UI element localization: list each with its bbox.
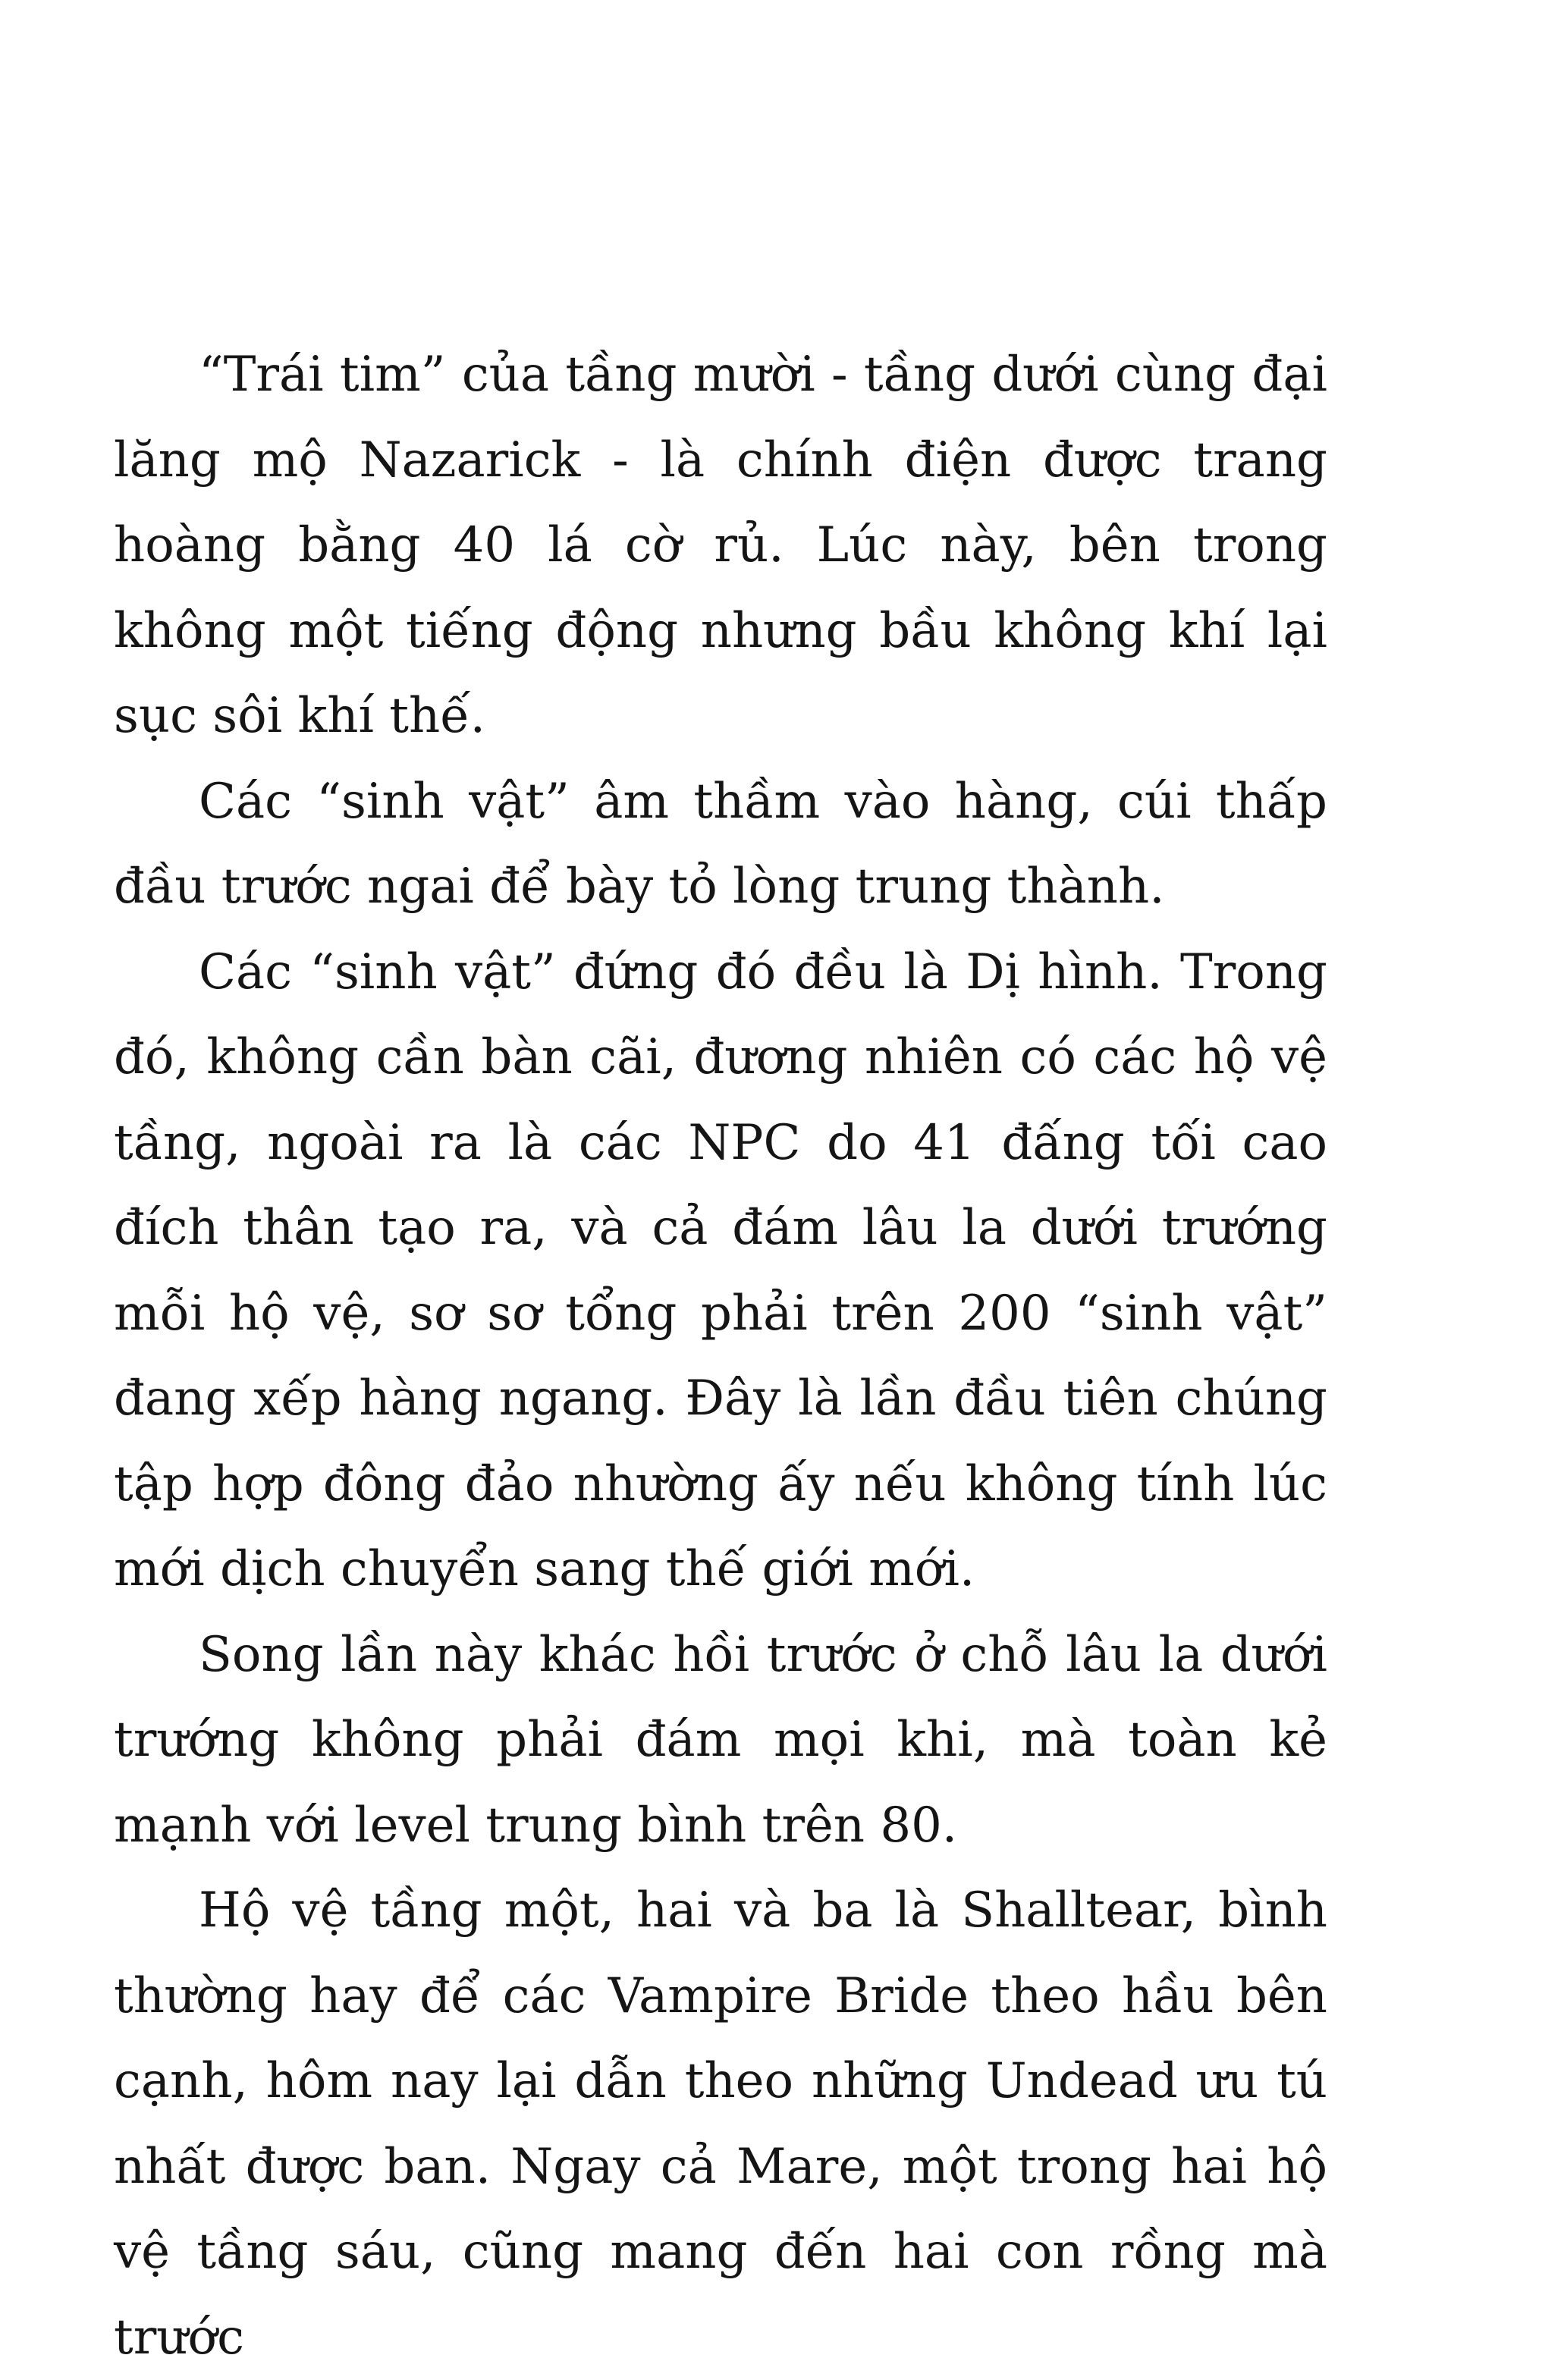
page-body <box>114 332 1327 2380</box>
paragraph-1: “Trái tim” của tầng mười - tầng dưới cùng đại lăng mộ Nazarick - là chính điện được trang hoàng bằng 40 lá cờ rủ. Lúc này, bên trong không một tiếng động nhưng bầu không khí lại sục sôi khí thế. <box>114 347 1327 744</box>
paragraph-3: Các “sinh vật” đứng đó đều là Dị hình. Trong đó, không cần bàn cãi, đương nhiên có các hộ vệ tầng, ngoài ra là các NPC do 41 đấng tối cao đích thân tạo ra, và cả đám lâu la dưới trướng mỗi hộ vệ, sơ sơ tổng phải trên 200 “sinh vật” đang xếp hàng ngang. Đây là lần đầu tiên chúng tập hợp đông đảo nhường ấy nếu không tính lúc mới dịch chuyển sang thế giới mới. <box>114 944 1327 1597</box>
paragraph-2: Các “sinh vật” âm thầm vào hàng, cúi thấp đầu trước ngai để bày tỏ lòng trung thành. <box>114 773 1327 915</box>
paragraph-4: Song lần này khác hồi trước ở chỗ lâu la dưới trướng không phải đám mọi khi, mà toàn kẻ mạnh với level trung bình trên 80. <box>114 1626 1327 1854</box>
paragraph-5: Hộ vệ tầng một, hai và ba là Shalltear, bình thường hay để các Vampire Bride theo hầu bên cạnh, hôm nay lại dẫn theo những Undead ưu tú nhất được ban. Ngay cả Mare, một trong hai hộ vệ tầng sáu, cũng mang đến hai con rồng mà trước <box>114 1882 1327 2366</box>
